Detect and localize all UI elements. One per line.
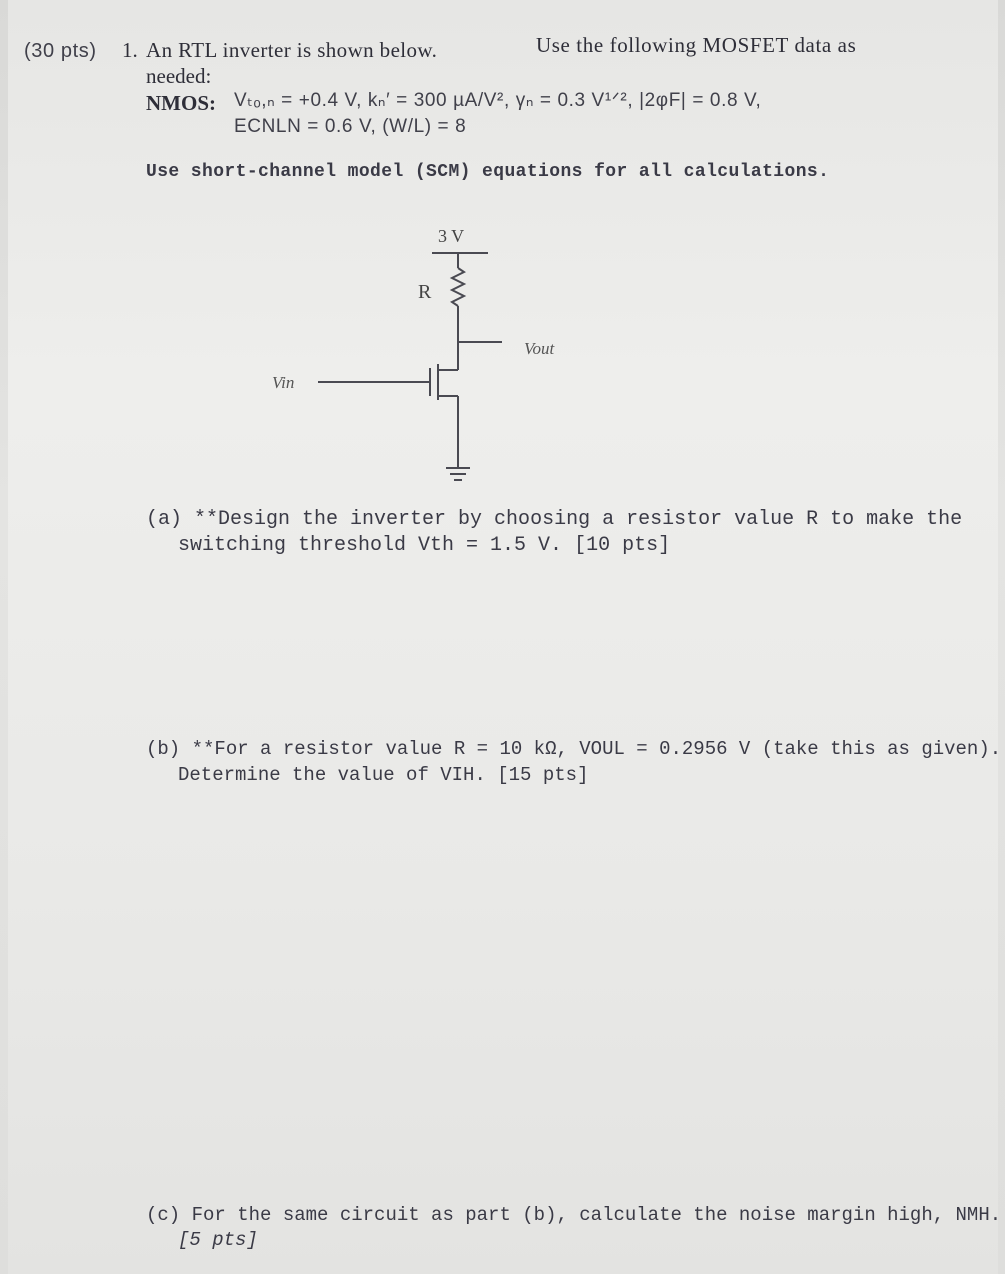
- rtl-inverter-schematic: [0, 0, 1005, 520]
- nmos-params-line-1: Vₜₒ,ₙ = +0.4 V, kₙ′ = 300 µA/V², γₙ = 0.3 V¹ᐟ², |2φF| = 0.8 V,: [234, 90, 762, 111]
- scm-instruction: Use short-channel model (SCM) equations for all calculations.: [146, 162, 830, 182]
- resistor-label: R: [418, 281, 432, 303]
- vout-label: Vout: [524, 339, 555, 358]
- resistor-symbol: [452, 268, 464, 306]
- part-b-line-2: Determine the value of VIH. [15 pts]: [178, 764, 589, 786]
- intro-line-2: needed:: [146, 64, 212, 88]
- supply-voltage-label: 3 V: [438, 226, 465, 246]
- nmos-label: NMOS:: [146, 91, 216, 115]
- intro-line-1b: Use the following MOSFET data as: [536, 33, 857, 57]
- nmos-params-line-2: ECNLN = 0.6 V, (W/L) = 8: [234, 116, 467, 137]
- part-a-line-2: switching threshold Vth = 1.5 V. [10 pts]: [178, 534, 671, 557]
- question-number: 1.: [122, 38, 138, 62]
- intro-line-1: An RTL inverter is shown below.: [146, 38, 438, 62]
- vin-label: Vin: [272, 373, 295, 392]
- part-a-line-1: (a) **Design the inverter by choosing a resistor value R to make the: [146, 508, 963, 531]
- part-c-line-1: (c) For the same circuit as part (b), calculate the noise margin high, NMH.: [146, 1204, 1002, 1226]
- part-c-line-2: [5 pts]: [178, 1229, 258, 1251]
- points-label: (30 pts): [24, 40, 97, 62]
- part-b-line-1: (b) **For a resistor value R = 10 kΩ, VOUL = 0.2956 V (take this as given).: [146, 738, 1002, 760]
